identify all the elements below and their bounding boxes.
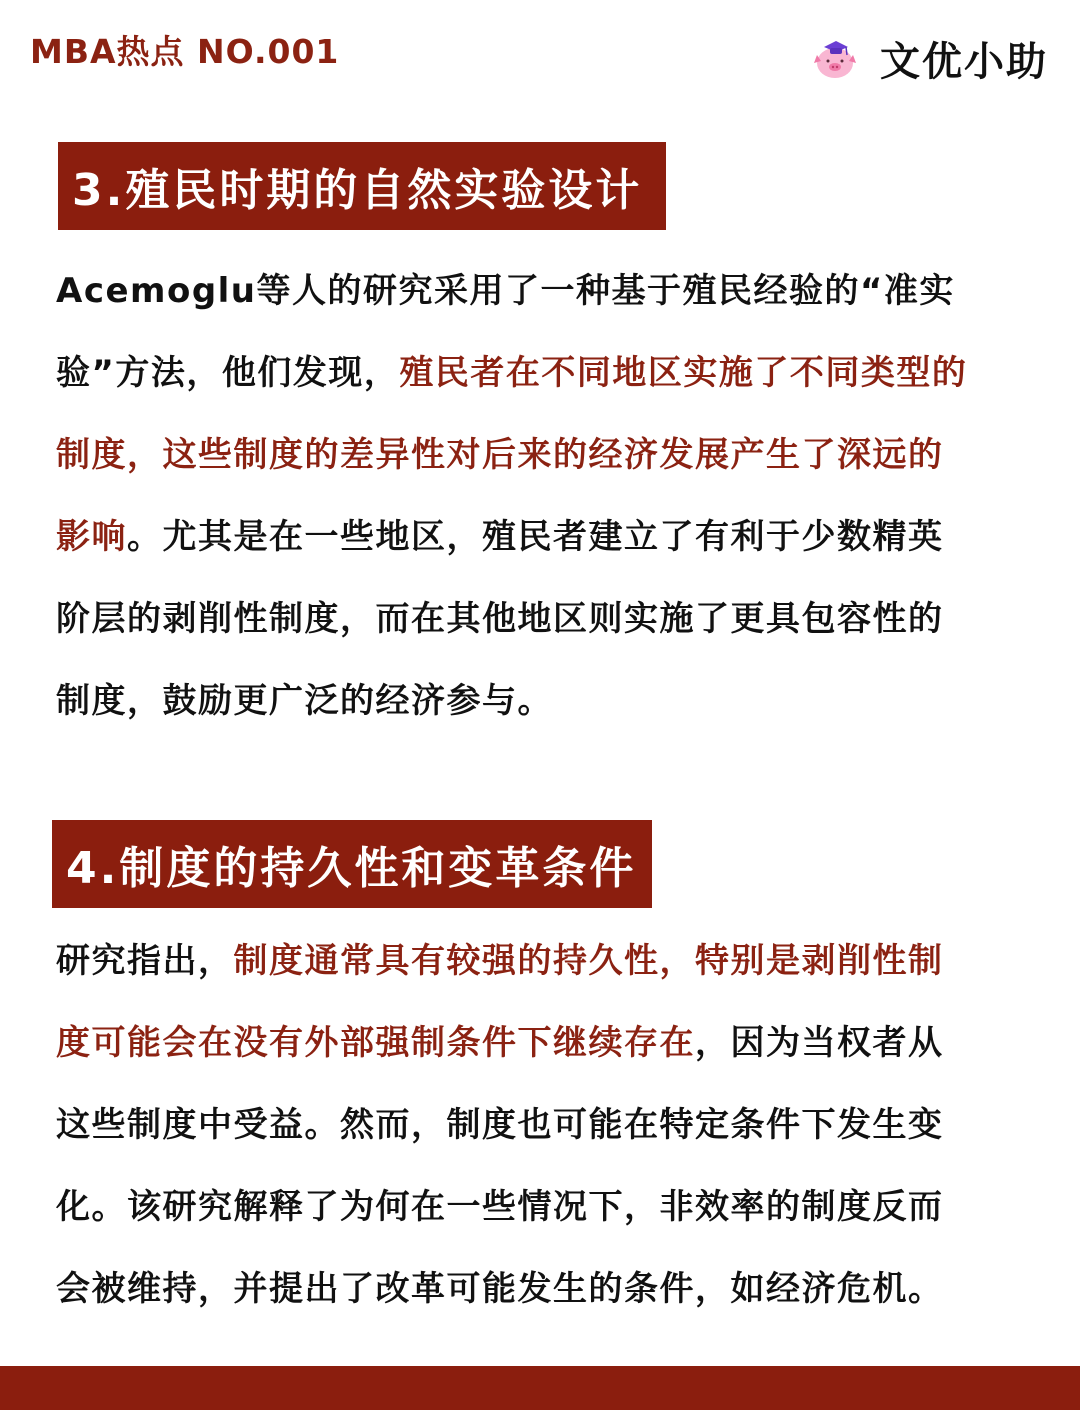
series-label: MBA热点 NO.001 (30, 32, 340, 71)
pig-mascot-icon (810, 33, 860, 83)
paragraph-line (56, 332, 1036, 414)
highlighted-text: 影响 (56, 517, 127, 557)
paragraph-line (56, 578, 1036, 660)
highlighted-text: 制度通常具有较强的持久性，特别是剥削性制 (233, 941, 944, 981)
paragraph-line (56, 1084, 1036, 1166)
section-4-paragraph (56, 920, 1036, 1330)
text-run: Acemoglu等人的研究采用了一种基于殖民经验的“准实 (56, 271, 955, 311)
brand-name: 文优小助 (880, 38, 1048, 85)
footer-bar (0, 1366, 1080, 1410)
paragraph-line (56, 1248, 1036, 1330)
text-run: 研究指出， (56, 941, 234, 981)
text-run: 会被维持，并提出了改革可能发生的条件，如经济危机。 (56, 1269, 944, 1309)
text-run: 这些制度中受益。然而，制度也可能在特定条件下发生变 (56, 1105, 944, 1145)
paragraph-line (56, 920, 1036, 1002)
section-3-paragraph (56, 250, 1036, 742)
text-run: 阶层的剥削性制度，而在其他地区则实施了更具包容性的 (56, 599, 944, 639)
paragraph-line (56, 414, 1036, 496)
highlighted-text: 度可能会在没有外部强制条件下继续存在 (56, 1023, 695, 1063)
highlighted-text: 制度，这些制度的差异性对后来的经济发展产生了深远的 (56, 435, 944, 475)
paragraph-line (56, 250, 1036, 332)
highlighted-text: 殖民者在不同地区实施了不同类型的 (399, 353, 968, 393)
paragraph-line (56, 1002, 1036, 1084)
paragraph-line (56, 660, 1036, 742)
paragraph-line (56, 496, 1036, 578)
text-run: 。尤其是在一些地区，殖民者建立了有利于少数精英 (127, 517, 944, 557)
text-run: ，因为当权者从 (695, 1023, 944, 1063)
brand (810, 30, 1048, 86)
text-run: 制度，鼓励更广泛的经济参与。 (56, 681, 553, 721)
paragraph-line (56, 1166, 1036, 1248)
section-title-4: 4.制度的持久性和变革条件 (52, 820, 652, 908)
text-run: 验”方法，他们发现， (56, 353, 400, 393)
section-title-3: 3.殖民时期的自然实验设计 (58, 142, 666, 230)
text-run: 化。该研究解释了为何在一些情况下，非效率的制度反而 (56, 1187, 944, 1227)
